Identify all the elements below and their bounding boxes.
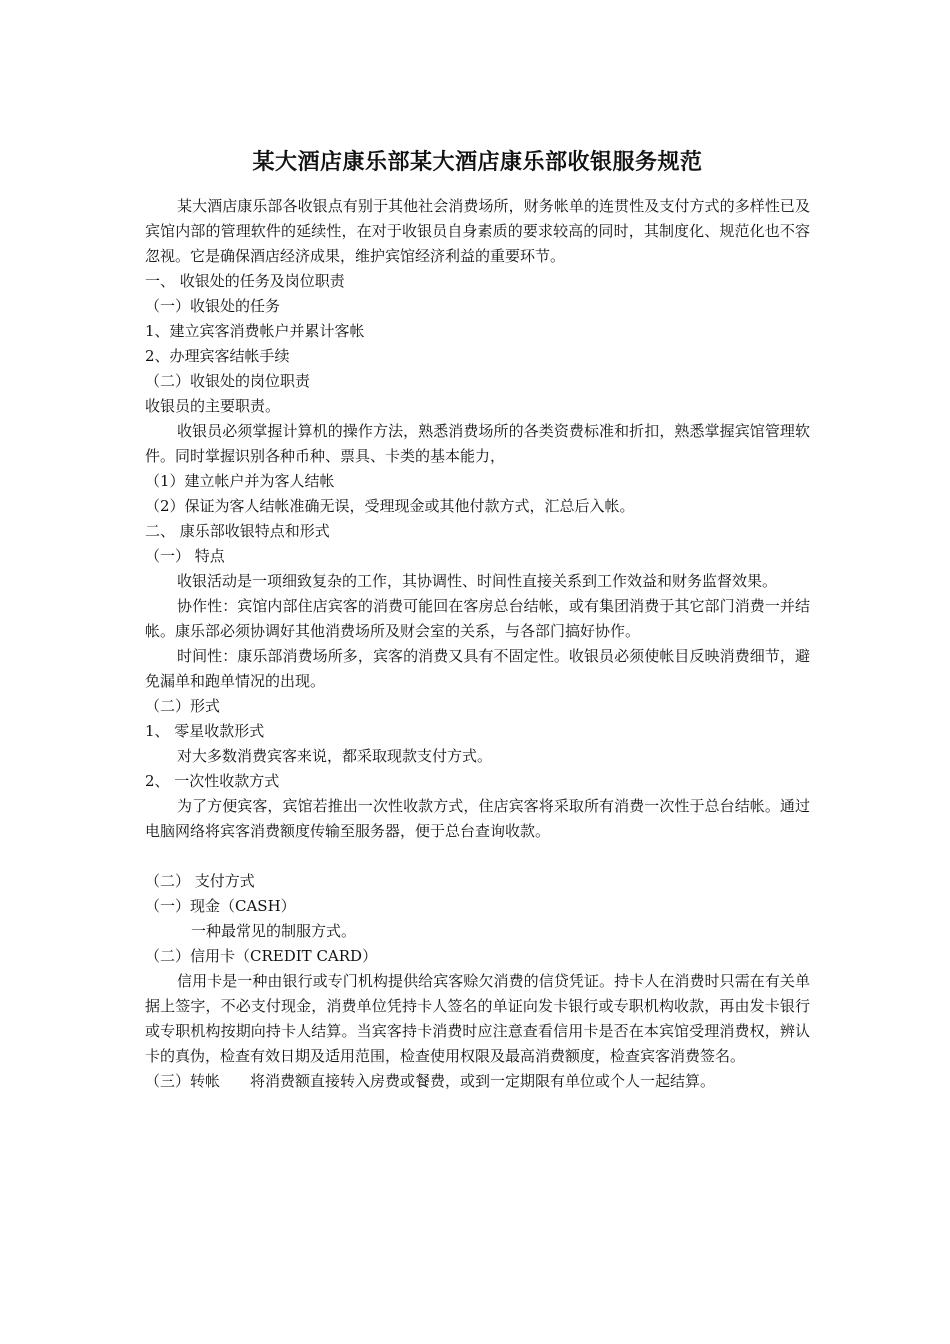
list-item: （二）信用卡（CREDIT CARD）	[145, 947, 378, 965]
section-heading-1: 一、 收银处的任务及岗位职责	[145, 272, 345, 290]
list-item: （一）现金（CASH）	[145, 897, 296, 915]
body-text: 收银员的主要职责。	[145, 397, 281, 415]
body-paragraph: 收银活动是一项细致复杂的工作，其协调性、时间性直接关系到工作效益和财务监督效果。	[177, 572, 778, 590]
subsection-heading: （二）收银处的岗位职责	[145, 372, 311, 390]
paragraph-spacer	[145, 844, 810, 869]
list-item: （三）转帐 将消费额直接转入房费或餐费，或到一定期限有单位或个人一起结算。	[145, 1072, 716, 1090]
body-paragraph: 时间性：康乐部消费场所多，宾客的消费又具有不固定性。收银员必须使帐目反映消费细节，避免漏单和跑单情况的出现。	[145, 647, 810, 690]
intro-paragraph: 某大酒店康乐部各收银点有别于其他社会消费场所，财务帐单的连贯性及支付方式的多样性已及宾馆内部的管理软件的延续性，在对于收银员自身素质的要求较高的同时，其制度化、规范化也不容忽视。它是确保酒店经济成果，维护宾馆经济利益的重要环节。	[145, 197, 810, 265]
list-item: 2、 一次性收款方式	[145, 772, 280, 790]
subsection-heading: （二） 支付方式	[145, 872, 255, 890]
subsection-heading: （一）收银处的任务	[145, 297, 281, 315]
body-paragraph: 为了方便宾客，宾馆若推出一次性收款方式，住店宾客将采取所有消费一次性于总台结帐。通过电脑网络将宾客消费额度传输至服务器，便于总台查询收款。	[145, 797, 810, 840]
section-heading-2: 二、 康乐部收银特点和形式	[145, 522, 330, 540]
document-title: 某大酒店康乐部某大酒店康乐部收银服务规范	[252, 150, 703, 175]
list-item: 2、办理宾客结帐手续	[145, 347, 290, 365]
list-item: （2）保证为客人结帐准确无误，受理现金或其他付款方式，汇总后入帐。	[145, 497, 635, 515]
document-page	[145, 148, 810, 1094]
body-paragraph: 信用卡是一种由银行或专门机构提供给宾客赊欠消费的信贷凭证。持卡人在消费时只需在有关单据上签字，不必支付现金，消费单位凭持卡人签名的单证向发卡银行或专职机构收款，再由发卡银行或专职机构按期向持卡人结算。当宾客持卡消费时应注意查看信用卡是否在本宾馆受理消费权，辨认卡的真伪，检查有效日期及适用范围，检查使用权限及最高消费额度，检查宾客消费签名。	[145, 972, 810, 1065]
subsection-heading: （一） 特点	[145, 547, 225, 565]
body-paragraph: 收银员必须掌握计算机的操作方法，熟悉消费场所的各类资费标准和折扣，熟悉掌握宾馆管理软件。同时掌握识别各种币种、票具、卡类的基本能力，	[145, 422, 810, 465]
list-item: （1）建立帐户并为客人结帐	[145, 472, 335, 490]
body-paragraph: 一种最常见的制服方式。	[191, 922, 357, 940]
subsection-heading: （二）形式	[145, 697, 221, 715]
list-item: 1、建立宾客消费帐户并累计客帐	[145, 322, 365, 340]
body-paragraph: 协作性：宾馆内部住店宾客的消费可能回在客房总台结帐，或有集团消费于其它部门消费一并结帐。康乐部必须协调好其他消费场所及财会室的关系，与各部门搞好协作。	[145, 597, 810, 640]
list-item: 1、 零星收款形式	[145, 722, 265, 740]
body-paragraph: 对大多数消费宾客来说，都采取现款支付方式。	[177, 747, 493, 765]
